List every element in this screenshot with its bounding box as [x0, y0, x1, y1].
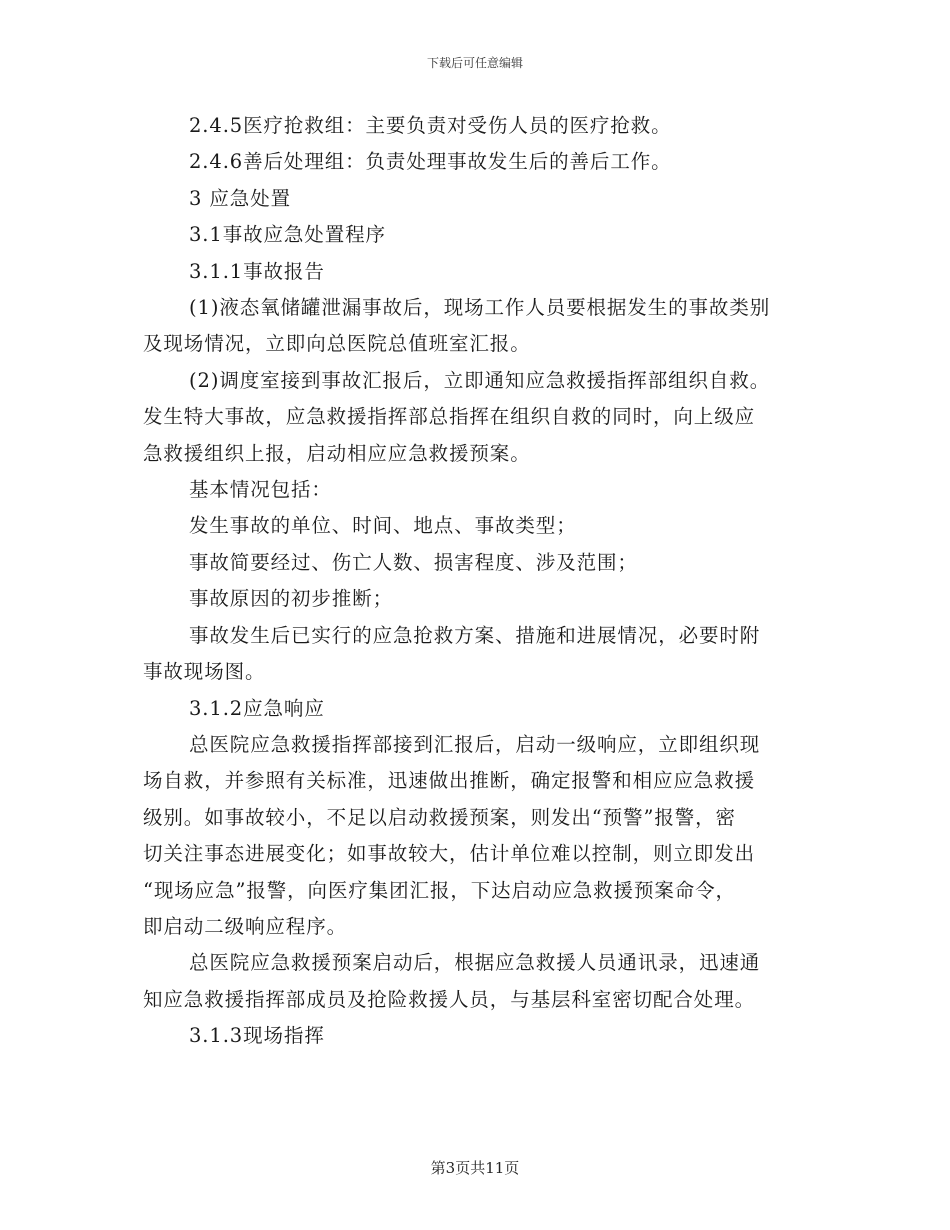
paragraph-line: 即启动二级响应程序。: [143, 914, 348, 938]
paragraph-info-item: 事故原因的初步推断；: [189, 587, 394, 611]
paragraph-2-4-6: 2.4.6善后处理组：负责处理事故发生后的善后工作。: [189, 150, 672, 174]
paragraph-line: (1)液态氧储罐泄漏事故后，现场工作人员要根据发生的事故类别: [189, 296, 771, 320]
heading-3-1-3: 3.1.3现场指挥: [189, 1024, 325, 1048]
heading-3-1-2: 3.1.2应急响应: [189, 696, 325, 720]
paragraph-line: 场自救，并参照有关标准，迅速做出推断，确定报警和相应应急救援: [143, 769, 756, 793]
paragraph-report-2: [143, 363, 808, 472]
heading-3-1: 3.1事故应急处置程序: [189, 223, 386, 247]
paragraph-2-4-5: 2.4.5医疗抢救组：主要负责对受伤人员的医疗抢救。: [189, 114, 672, 137]
paragraph-line: 总医院应急救援指挥部接到汇报后，启动一级响应，立即组织现: [189, 732, 761, 756]
paragraph-info-item: 发生事故的单位、时间、地点、事故类型；: [189, 514, 577, 538]
paragraph-line: 发生特大事故，应急救援指挥部总指挥在组织自救的同时，向上级应: [143, 405, 756, 429]
paragraph-line: (2)调度室接到事故汇报后，立即通知应急救援指挥部组织自救。: [189, 368, 771, 392]
paragraph-line: 急救援组织上报，启动相应应急救援预案。: [143, 441, 531, 465]
paragraph-line: 事故现场图。: [143, 660, 266, 684]
paragraph-info-item: 事故简要经过、伤亡人数、损害程度、涉及范围；: [189, 550, 638, 574]
paragraph-plan-start: [143, 945, 808, 1018]
paragraph-info-item: [143, 618, 808, 691]
heading-3: 3 应急处置: [189, 186, 292, 210]
header-note: 下载后可任意编辑: [426, 56, 523, 70]
paragraph-line: “现场应急”报警，向医疗集团汇报，下达启动应急救援预案命令，: [143, 878, 736, 902]
paragraph-line: 级别。如事故较小，不足以启动救援预案，则发出“预警”报警，密: [143, 805, 736, 829]
paragraph-report-1: [143, 290, 808, 363]
paragraph-line: 知应急救援指挥部成员及抢险救援人员，与基层科室密切配合处理。: [143, 987, 756, 1011]
paragraph-response: [143, 727, 808, 945]
document-body: [143, 108, 808, 1055]
paragraph-line: 切关注事态进展变化；如事故较大，估计单位难以控制，则立即发出: [143, 842, 756, 866]
paragraph-basic-info: 基本情况包括：: [189, 478, 332, 502]
paragraph-line: 及现场情况，立即向总医院总值班室汇报。: [143, 332, 531, 356]
page-footer: 第3页共11页: [430, 1159, 520, 1177]
heading-3-1-1: 3.1.1事故报告: [189, 259, 325, 283]
paragraph-line: 事故发生后已实行的应急抢救方案、措施和进展情况，必要时附: [189, 623, 761, 647]
paragraph-line: 总医院应急救援预案启动后，根据应急救援人员通讯录，迅速通: [189, 951, 761, 975]
